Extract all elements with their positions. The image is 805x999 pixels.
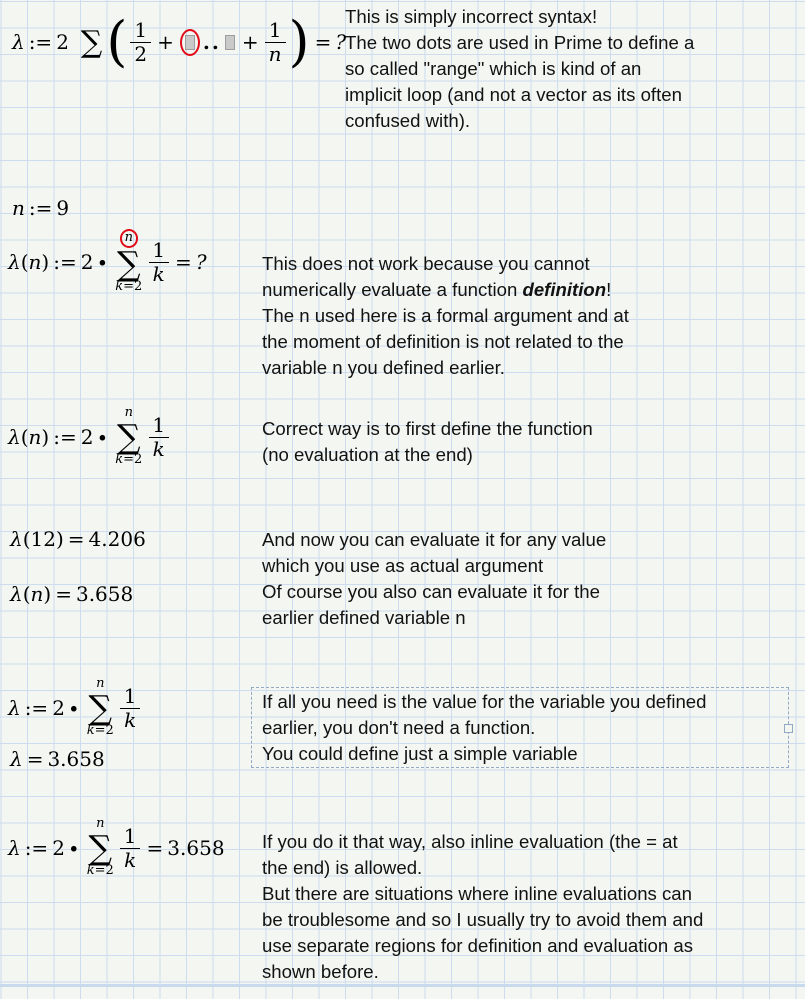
text-line: The n used here is a formal argument and at: [262, 305, 629, 326]
coefficient: 2: [80, 250, 94, 274]
arg-n: n: [28, 425, 42, 449]
text-region-incorrect-syntax[interactable]: [345, 4, 694, 134]
math-region-lambda-12-eval[interactable]: [10, 524, 146, 554]
coefficient: 2: [52, 836, 65, 860]
fraction-one-half: $\frac{1}{2}$: [130, 19, 151, 66]
sum-operator: ∑: [117, 244, 141, 284]
text-line: be troublesome and so I usually try to avoid them and: [262, 909, 704, 930]
fraction-one-over-k: $\frac{1}{k}$: [148, 239, 169, 286]
equals-operator: =: [146, 836, 164, 860]
error-highlight-circle: n: [120, 229, 138, 248]
text-line: Correct way is to first define the function: [262, 418, 593, 439]
text-region-evaluate-variable-n[interactable]: [262, 579, 600, 631]
text-line: The two dots are used in Prime to define a: [345, 32, 695, 53]
sum-with-limits: n ∑ k =2: [115, 405, 143, 467]
text-line: If all you need is the value for the variable you defined: [262, 691, 707, 712]
math-region-lambda-eval[interactable]: [10, 744, 105, 774]
math-region-lambda-n-def-with-eval[interactable]: [8, 226, 207, 298]
text-line: earlier, you don't need a function.: [262, 717, 536, 738]
open-paren: (: [22, 582, 31, 606]
math-region-lambda-n-definition[interactable]: [8, 401, 171, 473]
close-paren: ): [41, 425, 50, 449]
assign-operator: :=: [28, 30, 53, 54]
empty-placeholder[interactable]: [185, 35, 195, 50]
equals-operator: =: [67, 527, 85, 551]
selected-text-content: [252, 688, 788, 767]
multiply-dot: ∙: [68, 696, 79, 720]
equals-operator: =: [55, 582, 72, 606]
arg-n: n: [30, 582, 44, 606]
equals-operator: =: [314, 30, 332, 54]
value: 9: [56, 196, 70, 220]
var-lambda: λ: [8, 250, 21, 274]
text-line: (no evaluation at the end): [262, 444, 473, 465]
text-line: so called "range" which is kind of an: [345, 58, 642, 79]
text-region-does-not-work[interactable]: [262, 251, 629, 381]
fraction-one-over-k: $\frac{1}{k}$: [120, 825, 141, 872]
text-line: confused with).: [345, 110, 471, 131]
arg-n: n: [28, 250, 42, 274]
text-line: the moment of definition is not related to the: [262, 331, 624, 352]
text-region-selected-simple-variable[interactable]: [251, 687, 789, 768]
page-break-line: [0, 984, 805, 987]
coefficient: 2: [52, 696, 65, 720]
fraction-one-over-n: $\frac{1}{n}$: [265, 19, 286, 66]
close-paren: ): [41, 250, 50, 274]
arg-12: 12: [30, 527, 56, 551]
var-lambda: λ: [8, 836, 21, 860]
result-value: 3.658: [47, 747, 105, 771]
var-n: n: [12, 196, 25, 220]
text-line: Of course you also can evaluate it for the: [262, 581, 600, 602]
coefficient: 2: [56, 30, 69, 54]
text-line: If you do it that way, also inline evaluation (the = at: [262, 831, 678, 852]
text-line: earlier defined variable n: [262, 607, 466, 628]
text-line: And now you can evaluate it for any value: [262, 529, 607, 550]
text-region-inline-evaluation[interactable]: [262, 829, 703, 985]
text-line: implicit loop (and not a vector as its often: [345, 84, 682, 105]
assign-operator: :=: [53, 250, 77, 274]
var-lambda: λ: [8, 425, 21, 449]
text-line: But there are situations where inline evaluations can: [262, 883, 692, 904]
assign-operator: :=: [53, 425, 77, 449]
text-line: use separate regions for definition and evaluation as: [262, 935, 694, 956]
range-dots-operator: ..: [202, 30, 221, 54]
text-line: This does not work because you cannot: [262, 253, 590, 274]
math-region-lambda-range-definition[interactable]: λ := 2 ∑ ( $\frac{1}{2}$ + .. + $\frac{1}{n}$ ) = ?: [12, 10, 347, 73]
close-paren: ): [43, 582, 52, 606]
sum-with-limits: n ∑ k =2: [86, 676, 114, 738]
result-value: 3.658: [167, 836, 225, 860]
sum-operator: ∑: [88, 828, 113, 868]
text-line: variable n you defined earlier.: [262, 357, 505, 378]
text-line: which you use as actual argument: [262, 555, 544, 576]
var-lambda: λ: [10, 747, 23, 771]
sum-operator: ∑: [88, 688, 113, 728]
resize-handle[interactable]: [784, 724, 793, 733]
fraction-one-over-k: $\frac{1}{k}$: [148, 414, 169, 461]
multiply-dot: ∙: [97, 250, 108, 274]
assign-operator: :=: [24, 836, 49, 860]
plus-operator: +: [241, 30, 259, 54]
multiply-dot: ∙: [68, 836, 79, 860]
sum-operator: ∑: [80, 24, 103, 60]
empty-placeholder[interactable]: [225, 35, 235, 50]
multiply-dot: ∙: [97, 425, 108, 449]
coefficient: 2: [80, 425, 94, 449]
equals-operator: =: [26, 747, 44, 771]
equals-operator: =: [175, 250, 192, 274]
text-region-correct-way[interactable]: [262, 416, 593, 468]
text-line: This is simply incorrect syntax!: [345, 6, 598, 27]
eval-result-placeholder: ?: [335, 30, 347, 54]
var-lambda: λ: [10, 527, 23, 551]
fraction-one-over-k: $\frac{1}{k}$: [120, 685, 141, 732]
math-region-lambda-variable-definition[interactable]: [8, 672, 143, 744]
math-region-lambda-n-eval[interactable]: [10, 579, 133, 609]
sum-operator: ∑: [117, 417, 141, 457]
text-line: shown before.: [262, 961, 379, 982]
close-paren: ): [55, 527, 64, 551]
open-paren: (: [20, 425, 29, 449]
error-highlight-ellipse: [180, 29, 200, 56]
sum-with-limits: n ∑ k =2: [115, 230, 143, 294]
emphasized-word: definition: [522, 279, 607, 300]
text-line: numerically evaluate a function definition!: [262, 279, 612, 300]
result-value: 4.206: [88, 527, 146, 551]
text-line: the end) is allowed.: [262, 857, 423, 878]
open-paren: (: [22, 527, 31, 551]
var-lambda: λ: [8, 696, 21, 720]
var-lambda: λ: [12, 30, 25, 54]
sum-with-limits: n ∑ k =2: [86, 816, 114, 878]
var-lambda: λ: [10, 582, 23, 606]
math-region-n-definition[interactable]: [12, 194, 69, 222]
text-line: You could define just a simple variable: [262, 743, 578, 764]
open-paren: (: [20, 250, 29, 274]
plus-operator: +: [157, 30, 174, 54]
math-region-lambda-inline-eval[interactable]: [8, 812, 225, 884]
eval-result-placeholder: ?: [195, 250, 207, 274]
text-region-evaluate-any-value[interactable]: [262, 527, 606, 579]
assign-operator: :=: [24, 696, 49, 720]
result-value: 3.658: [75, 582, 134, 606]
assign-operator: :=: [28, 196, 53, 220]
